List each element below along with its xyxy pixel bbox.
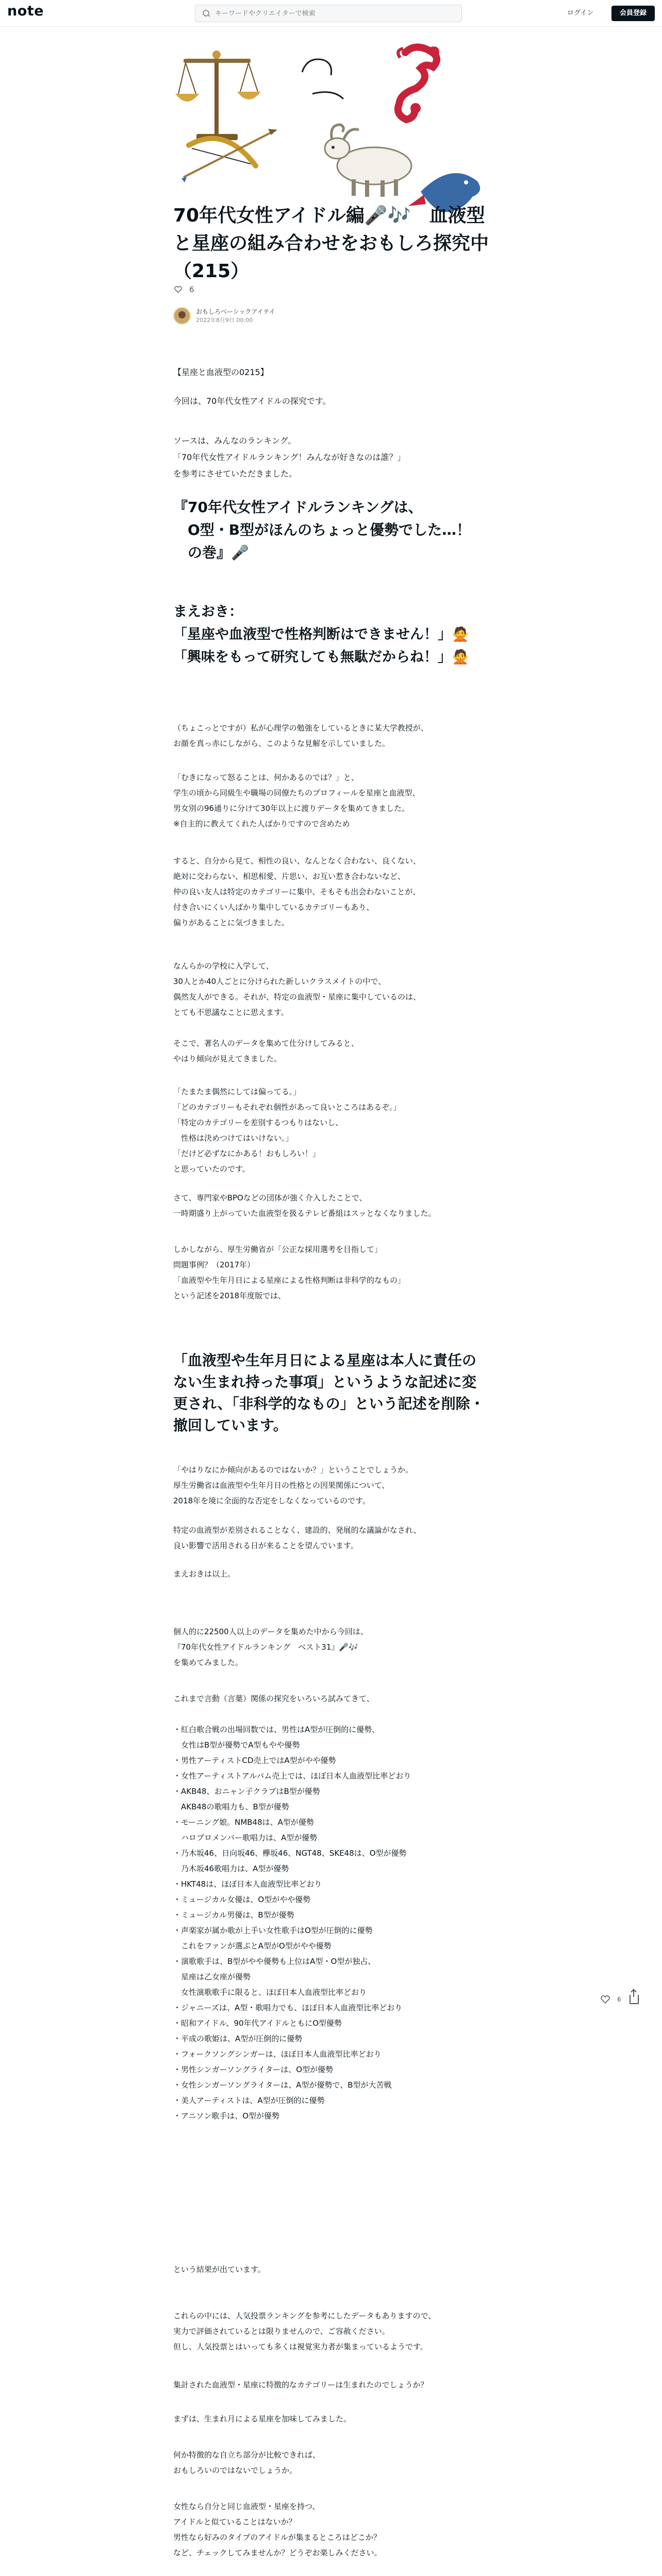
paragraph: 「たまたま偶然にしては偏ってる。」 「どのカテゴリーもそれぞれ個性があって良いところはあるぞ。」 「特定のカテゴリーを差別するつもりはないし、 性格は決めつけてはいけない。」 「だけど必ずなにかある！おもしろい！」 と思っていたのです。: [173, 1087, 401, 1174]
paragraph: さて、専門家やBPOなどの団体が強く介入したことで、 一時期盛り上がっていた血液型を扱るテレビ番組はスッとなくなりました。: [173, 1193, 436, 1218]
section-heading: 「血液型や生年月日による星座は本人に責任のない生まれ持った事項」というような記述に変更され、「非科学的なもの」という記述を削除・撤回しています。: [173, 1352, 485, 1434]
paragraph: 【星座と血液型の0215】: [173, 367, 269, 377]
paragraph: 何か特徴的な自立ち部分が比較できれば、 おもしろいのではないでしょうか。: [173, 2450, 321, 2475]
side-like-count: 6: [617, 1996, 621, 2003]
search-icon: [203, 10, 210, 17]
search-box[interactable]: [195, 5, 462, 22]
paragraph: 今回は、70年代女性アイドルの探究です。: [173, 396, 331, 406]
hero-illustration: [173, 42, 488, 225]
avatar[interactable]: [173, 307, 191, 325]
libra-scale-illustration: [175, 50, 261, 140]
paragraph: （ちょこっとですが）私が心理学の勉強をしているときに某大学教授が、 お顔を真っ赤にしながら、このような見解を示していました。: [173, 723, 428, 748]
section-heading: まえおき： 「星座や血液型で性格判断はできません！」🙅 「興味をもって研究しても無駄だからね！」🙅: [173, 604, 469, 665]
login-button[interactable]: ログイン: [567, 9, 594, 17]
paragraph: 女性なら自分と同じ血液型・星座を持つ、 アイドルと似ていることはないか？ 男性なら好みのタイプのアイドルが集まるところはどこか？ など、チェックしてみませんか？どうぞお楽しみください。: [173, 2502, 382, 2557]
paragraph: ソースは、みんなのランキング。 「70年代女性アイドルランキング！みんなが好きなのは誰？」 を参考にさせていただきました。: [173, 436, 406, 479]
paragraph: しかしながら、厚生労働省が「公正な採用選考を目指して」 問題事例？（2017年） 「血液型や生年月日による星座による性格判断は非科学的なもの」 という記述を2018年度版では、: [173, 1245, 406, 1300]
paragraph: まずは、生まれ月による星座を加味してみました。: [173, 2414, 352, 2424]
heart-icon[interactable]: [174, 286, 182, 293]
article-title: 70年代女性アイドル編🎤🎶 血液型と星座の組み合わせをおもしろ探究中（215）: [173, 205, 489, 282]
side-reactions: [601, 1995, 639, 2004]
search-input[interactable]: [215, 10, 442, 18]
author-block[interactable]: [173, 307, 275, 325]
paragraph: 集計された血液型・星座に特徴的なカテゴリーは生まれたのでしょうか？: [173, 2380, 428, 2389]
article-like-row: [174, 285, 194, 294]
share-icon[interactable]: [630, 1995, 639, 2004]
bullet-list: ・紅白歌合戦の出場回数では、男性はA型が圧倒的に優勢、 女性はB型が優勢でA型もやや優勢 ・男性アーティストCD売上ではA型がやや優勢 ・女性アーティストアルバム売上では、ほぼ日本人血液型比率どおり ・AKB48、おニャン子クラブはB型が優勢 AKB48の歌唱力も、B型が優勢 ・モーニング娘。NMB48は、A型が優勢 ハロプロメンバー歌唱力は、A型が優勢 ・乃木坂46、日向坂46、欅坂46、NGT48、SKE48は、O型が優勢 乃木坂46歌唱力は、A型が優勢 ・HKT48は、ほぼ日本人血液型比率どおり ・ミュージカル女優は、O型がやや優勢 ・ミュージカル男優は、B型が優勢 ・声楽家が属か歌が上手い女性歌手はO型が圧倒的に優勢 これをファンが選ぶとA型がO型がやや優勢 ・演歌歌手は、B型がやや優勢も上位はA型・O型が独占、 星座は乙女座が優勢 女性演歌歌手に限ると、ほぼ日本人血液型比率どおり ・ジャニーズは、A型・歌唱力でも、ほぼ日本人血液型比率どおり ・昭和アイドル、90年代アイドルともにO型優勢 ・平成の歌姫は、A型が圧倒的に優勢 ・フォークソングシンガーは、ほぼ日本人血液型比率どおり ・男性シンガーソングライターは、O型が優勢 ・女性シンガーソングライターは、A型が優勢で、B型が大苦戦 ・美人アーティストは、A型が圧倒的に優勢 ・アニソン歌手は、O型が優勢: [173, 1725, 411, 2121]
note-logo[interactable]: note: [7, 3, 44, 19]
paragraph: そこで、著名人のデータを集めて仕分けしてみると、 やはり傾向が見えてきました。: [173, 1039, 359, 1063]
scorpion-illustration: [398, 47, 438, 120]
paragraph: まえおきは以上。: [173, 1569, 236, 1579]
top-header: [0, 0, 662, 27]
paragraph: これまで言動（言葉）関係の探究をいろいろ試みてきて、: [173, 1694, 374, 1703]
paragraph: 「やはりなにか傾向があるのではないか？」ということでしょうか。 厚生労働省は血液型や生年月日の性格との因果関係について、 2018年を境に全面的な否定をしなくなっているのです。: [173, 1465, 413, 1505]
paragraph: なんらかの学校に入学して、 30人とか40人ごとに分けられた新しいクラスメイトの中で、 偶然友人ができる。それが、特定の血液型・星座に集中しているのは、 とても不思議なことに思えます。: [173, 961, 421, 1017]
paragraph: 特定の血液型が差別されることなく、建設的、発展的な議論がなされ、 良い影響で活用される日が来ることを望んでいます。: [173, 1526, 421, 1550]
signup-button[interactable]: 会員登録: [611, 6, 655, 21]
paragraph: すると、自分から見て、相性の良い、なんとなく合わない、良くない、 絶対に交わらない、相思相愛、片思い、お互い惹き合わないなど、 仲の良い友人は特定のカテゴリーに集中、そもそも出会わないことが、 付き合いにくい人ばかり集中しているカテゴリーもあり、 偏りがあることに気づきました。: [173, 856, 421, 927]
heart-icon[interactable]: [601, 1995, 610, 2004]
like-count: 6: [189, 285, 194, 294]
paragraph: これらの中には、人気投票ランキングを参考にしたデータもありますので、 実力で評価されているとは限りませんので、ご容赦ください。 但し、人気投票とはいっても多くは視覚実力者が集まっているようです。: [173, 2311, 436, 2351]
paragraph: 「むきになって怒ることは、何かあるのでは？」と、 学生の頃から同級生や職場の同僚たちのプロフィールを星座と血液型、 男女別の96通りに分けて30年以上に渡りデータを集めてきました。 ※自主的に教えてくれた人ばかりですので含めため: [173, 773, 420, 828]
section-heading: 『70年代女性アイドルランキングは、 O型・B型がほんのちょっと優勢でした…！ の巻』🎤: [173, 499, 471, 561]
aries-goat-illustration: [325, 125, 411, 197]
publish-date: 2022年8月9日 00:00: [196, 317, 253, 324]
paragraph: 個人的に22500人以上のデータを集めた中から今回は、 『70年代女性アイドルランキング ベスト31』🎤🎶 を集めてみました。: [173, 1627, 368, 1667]
capricorn-illustration: [302, 59, 343, 99]
author-name[interactable]: おもしろベーシックアイテイ: [196, 308, 275, 315]
paragraph: という結果が出ています。: [173, 2265, 266, 2274]
